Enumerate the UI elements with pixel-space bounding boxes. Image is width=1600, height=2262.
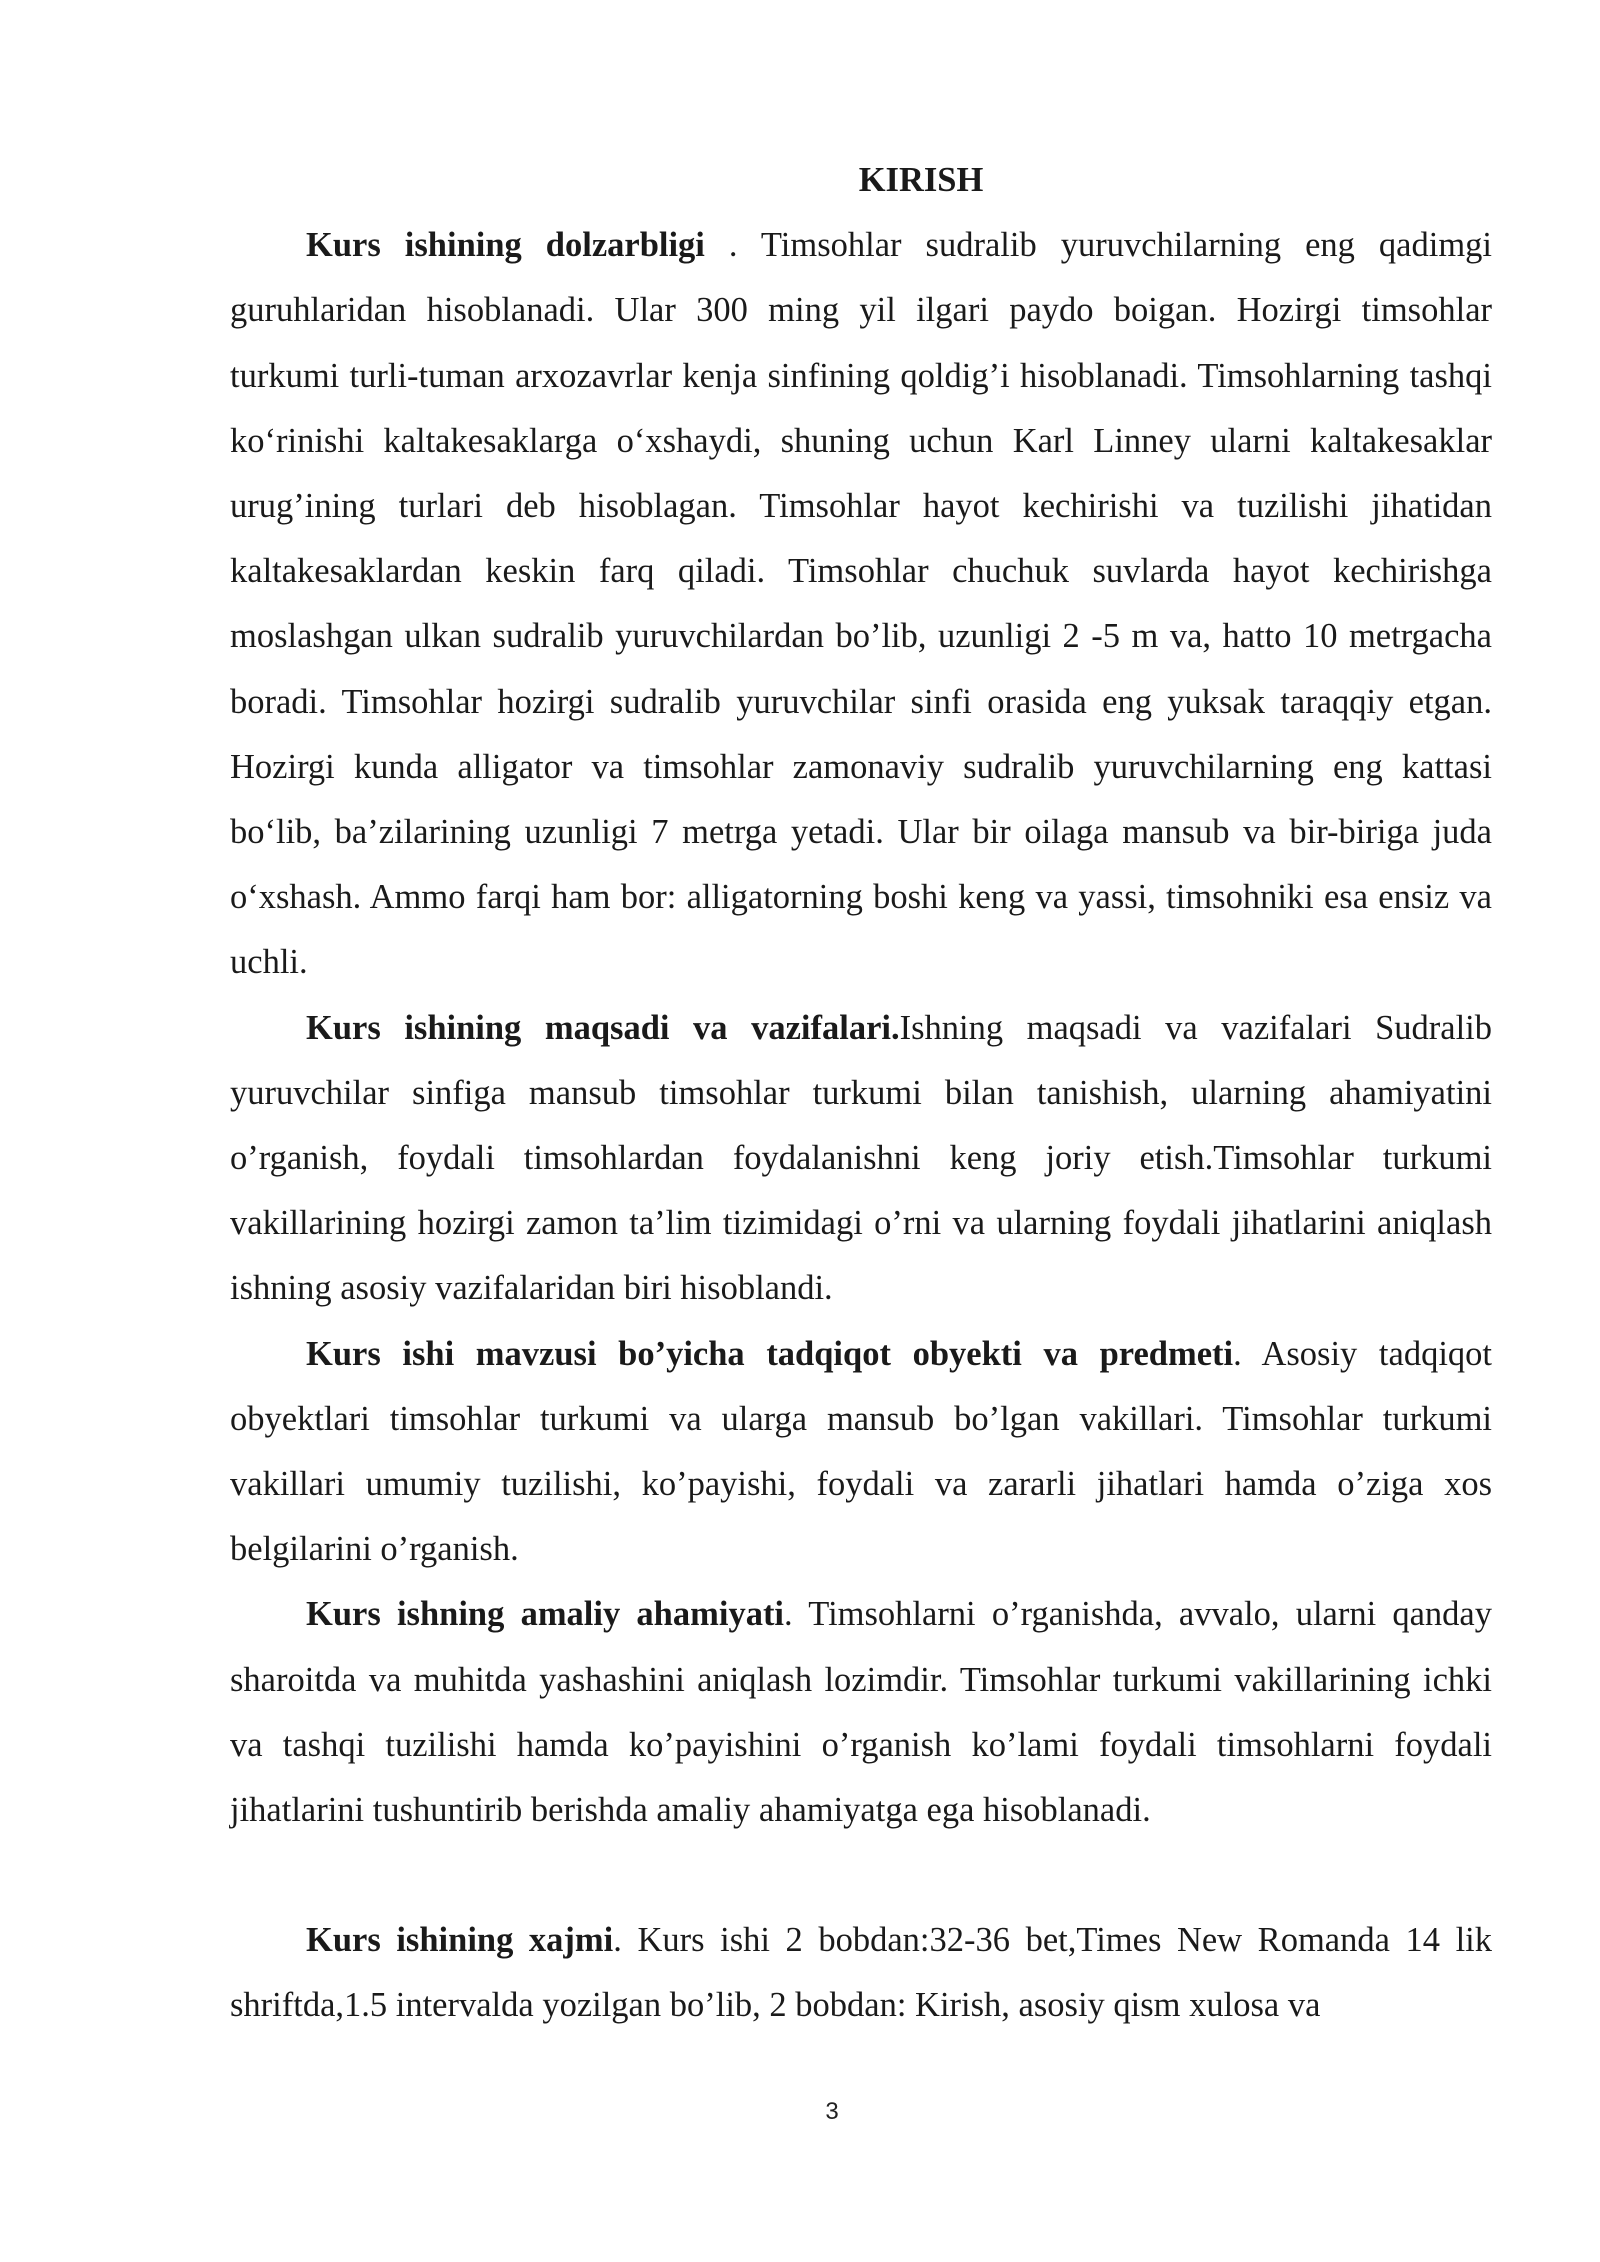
paragraph-relevance <box>230 213 1492 995</box>
paragraph-text: . Asosiy tadqiqot obyektlari timsohlar turkumi va ularga mansub bo’lgan vakillari. Timsohlar turkumi vakillari umumiy tuzilishi, ko’payishi, foydali va zararli jihatlari hamda o’ziga xos belgilarini o’rganish. <box>230 1334 1492 1569</box>
paragraph-text: . Kurs ishi 2 bobdan:32-36 bet,Times New Romanda 14 lik shriftda,1.5 intervalda yozilgan bo’lib, 2 bobdan: Kirish, asosiy qism xulosa va <box>230 1921 1492 2025</box>
paragraph-heading: Kurs ishining dolzarbligi <box>306 226 705 265</box>
paragraph-volume <box>230 1908 1492 2038</box>
paragraph-heading: Kurs ishning amaliy ahamiyati <box>306 1595 785 1634</box>
page-content <box>230 148 1492 2039</box>
paragraph-goals <box>230 996 1492 1322</box>
paragraph-text: . Timsohlar sudralib yuruvchilarning eng qadimgi guruhlaridan hisoblanadi. Ular 300 ming yil ilgari paydo boigan. Hozirgi timsohlar turkumi turli-tuman arxozavrlar kenja sinfining qoldig’i hisoblanadi. Timsohlarning tashqi ko‘rinishi kaltakesaklarga o‘xshaydi, shuning uchun Karl Linney ularni kaltakesaklar urug’ining turlari deb hisoblagan. Timsohlar hayot kechirishi va tuzilishi jihatidan kaltakesaklardan keskin farq qiladi. Timsohlar chuchuk suvlarda hayot kechirishga moslashgan ulkan sudralib yuruvchilardan bo’lib, uzunligi 2 -5 m va, hatto 10 metrgacha boradi. Timsohlar hozirgi sudralib yuruvchilar sinfi orasida eng yuksak taraqqiy etgan. Hozirgi kunda alligator va timsohlar zamonaviy sudralib yuruvchilarning eng kattasi bo‘lib, ba’zilarining uzunligi 7 metrga yetadi. Ular bir oilaga mansub va bir-biriga juda o‘xshash. Ammo farqi ham bor: alligatorning boshi keng va yassi, timsohniki esa ensiz va uchli. <box>230 226 1492 982</box>
paragraph-practical <box>230 1582 1492 1843</box>
paragraph-text: Ishning maqsadi va vazifalari Sudralib yuruvchilar sinfiga mansub timsohlar turkumi bilan tanishish, ularning ahamiyatini o’rganish, foydali timsohlardan foydalanishni keng joriy etish.Timsohlar turkumi vakillarining hozirgi zamon ta’lim tizimidagi o’rni va ularning foydali jihatlarini aniqlash ishning asosiy vazifalaridan biri hisoblandi. <box>230 1008 1492 1308</box>
paragraph-text: . Timsohlarni o’rganishda, avvalo, ularni qanday sharoitda va muhitda yashashini aniqlash lozimdir. Timsohlar turkumi vakillarining ichki va tashqi tuzilishi hamda ko’payishini o’rganish ko’lami foydali timsohlarni foydali jihatlarini tushuntirib berishda amaliy ahamiyatga ega hisoblanadi. <box>230 1595 1492 1830</box>
paragraph-heading: Kurs ishining maqsadi va vazifalari. <box>306 1008 900 1047</box>
paragraph-object <box>230 1322 1492 1583</box>
paragraph-heading: Kurs ishining xajmi <box>306 1921 614 1960</box>
paragraph-gap <box>230 1843 1492 1908</box>
page-title: KIRISH <box>858 161 984 199</box>
paragraph-heading: Kurs ishi mavzusi bo’yicha tadqiqot obyekti va predmeti <box>306 1334 1234 1373</box>
page-number: 3 <box>825 2098 839 2125</box>
